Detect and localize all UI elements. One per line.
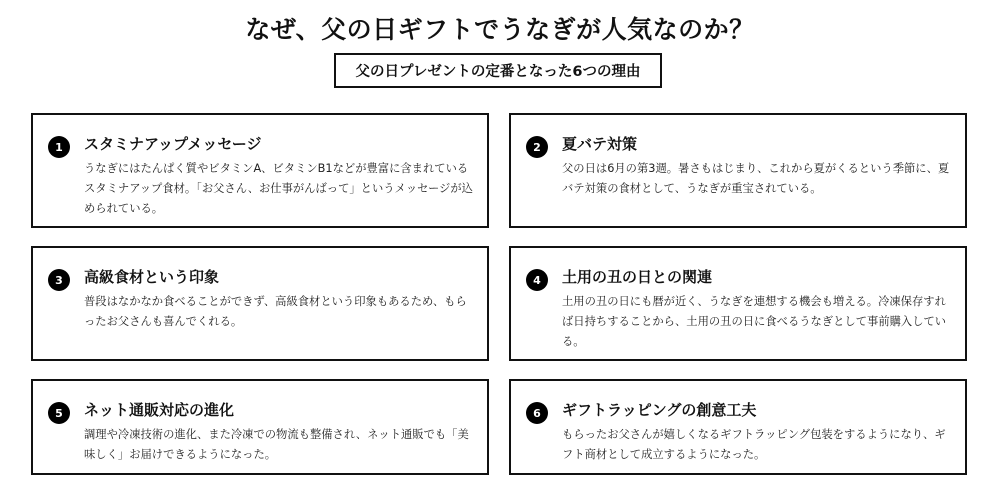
reason-title: 夏バテ対策	[562, 135, 638, 153]
reason-title: 高級食材という印象	[84, 268, 220, 286]
reason-card-2	[509, 113, 967, 228]
number-badge: 4	[526, 269, 548, 291]
reason-body: 土用の丑の日にも暦が近く、うなぎを連想する機会も増える。冷凍保存すれば日持ちすることから、土用の丑の日に食べるうなぎとして事前購入している。	[562, 295, 947, 348]
subtitle-text: 父の日プレゼントの定番となった6つの理由	[355, 64, 641, 80]
reason-title: 土用の丑の日との関連	[562, 268, 713, 286]
reason-body: 調理や冷凍技術の進化、また冷凍での物流も整備され、ネット通販でも「美味しく」お届けできるようになった。	[84, 428, 469, 461]
reason-title: スタミナアップメッセージ	[84, 135, 262, 153]
subtitle-box	[334, 53, 662, 88]
number-badge: 5	[48, 402, 70, 424]
reason-body: 父の日は6月の第3週。暑さもはじまり、これから夏がくるという季節に、夏バテ対策の食材として、うなぎが重宝されている。	[562, 162, 950, 195]
reason-card-6	[509, 379, 967, 475]
reason-body: うなぎにはたんぱく質やビタミンA、ビタミンB1などが豊富に含まれているスタミナアップ食材。「お父さん、お仕事がんばって」というメッセージが込められている。	[84, 162, 473, 215]
reason-card-3	[31, 246, 489, 361]
reason-title: ギフトラッピングの創意工夫	[562, 401, 757, 419]
number-badge: 6	[526, 402, 548, 424]
reason-card-1	[31, 113, 489, 228]
reason-body: 普段はなかなか食べることができず、高級食材という印象もあるため、もらったお父さんも喜んでくれる。	[84, 295, 467, 328]
number-badge: 1	[48, 136, 70, 158]
number-badge: 2	[526, 136, 548, 158]
reason-body: もらったお父さんが嬉しくなるギフトラッピング包装をするようになり、ギフト商材として成立するようになった。	[562, 428, 946, 461]
page-title: なぜ、父の日ギフトでうなぎが人気なのか？	[245, 15, 755, 44]
number-badge: 3	[48, 269, 70, 291]
reason-card-5	[31, 379, 489, 475]
reason-card-4	[509, 246, 967, 361]
reason-title: ネット通販対応の進化	[84, 401, 235, 419]
